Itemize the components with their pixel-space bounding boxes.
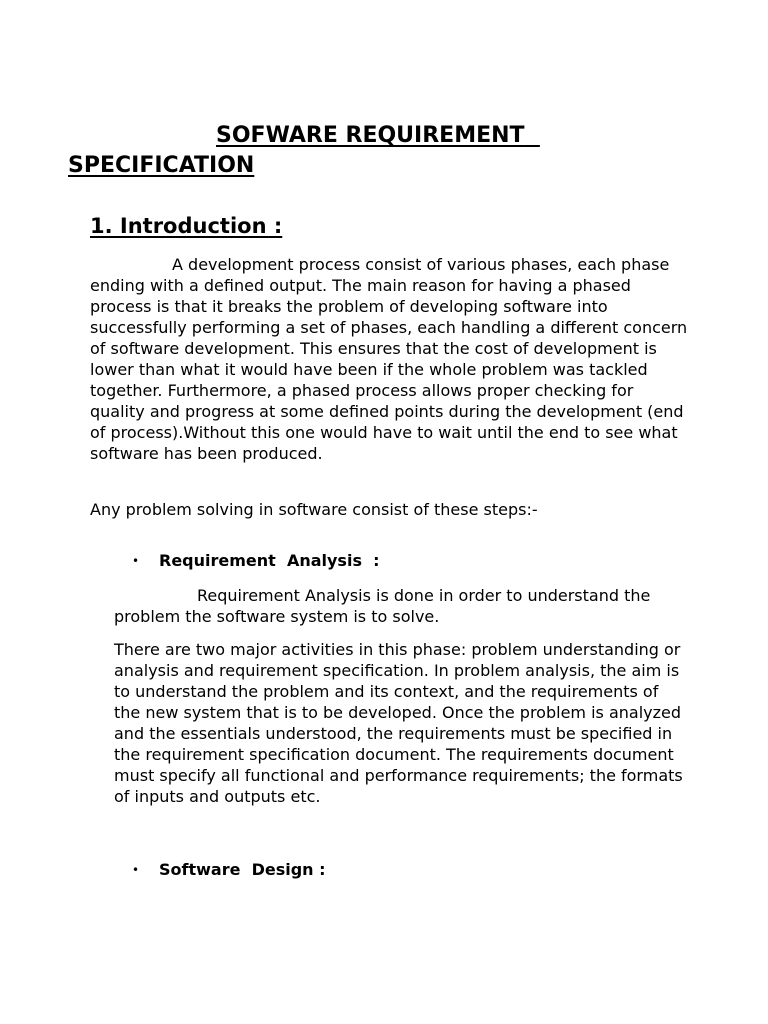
bullet-marker: • (132, 554, 140, 568)
requirement-analysis-intro: Requirement Analysis is done in order to understand the problem the software system is to solve. (114, 586, 651, 626)
section-heading-introduction: 1. Introduction : (90, 214, 283, 238)
steps-intro-paragraph: Any problem solving in software consist of these steps:- (90, 500, 538, 519)
intro-paragraph: A development process consist of various phases, each phase ending with a defined output. The main reason for having a phased process is that it breaks the problem of developing software into successfully performing a set of phases, each handling a different concern of software development. This ensures that the cost of development is lower than what it would have been if the whole problem was tackled together. Furthermore, a phased process allows proper checking for quality and progress at some defined points during the development (end of process).Without this one would have to wait until the end to see what software has been produced. (90, 255, 688, 463)
bullet-marker: • (132, 863, 140, 877)
document-title: SOFWARE REQUIREMENT SPECIFICATION (68, 123, 540, 178)
bullet-software-design (132, 859, 326, 947)
bullet-label-requirement-analysis: Requirement Analysis : (159, 551, 380, 570)
bullet-label-software-design: Software Design : (159, 860, 326, 879)
requirement-analysis-body: There are two major activities in this phase: problem understanding or analysis and requirement specification. In problem analysis, the aim is to understand the problem and its context, and the requirements of the new system that is to be developed. Once the problem is analyzed and the essentials understood, the requirements must be specified in the requirement specification document. The requirements document must specify all functional and performance requirements; the formats of inputs and outputs etc. (114, 640, 683, 806)
